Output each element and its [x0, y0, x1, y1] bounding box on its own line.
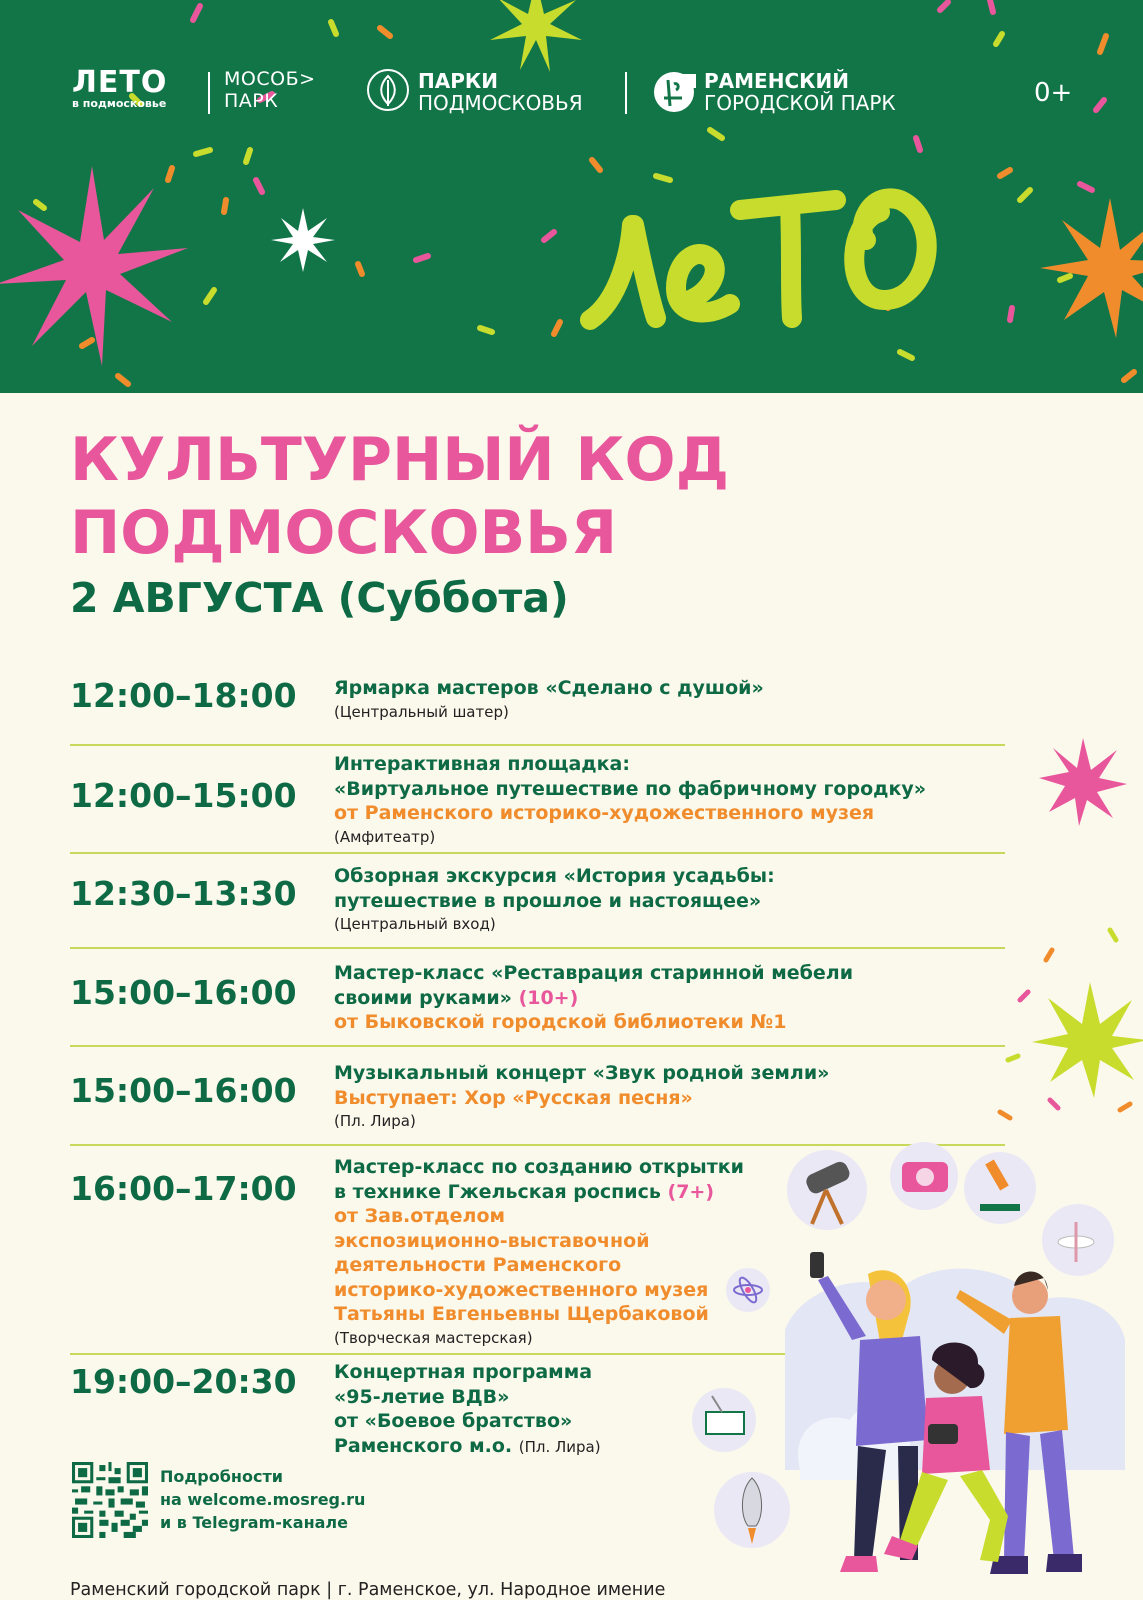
- pink-star-decoration: [1039, 738, 1127, 826]
- event-time: 12:30–13:30: [70, 874, 297, 913]
- event-time: 16:00–17:00: [70, 1169, 297, 1208]
- header-banner: [0, 0, 1143, 393]
- event-title: КУЛЬТУРНЫЙ КОД ПОДМОСКОВЬЯ: [70, 425, 730, 568]
- logo-separator: [625, 72, 627, 114]
- qr-code[interactable]: [72, 1462, 148, 1538]
- more-info-text: Подробности на welcome.mosreg.ru и в Telegram-канале: [160, 1467, 366, 1532]
- confetti-decoration: [0, 0, 1143, 393]
- logo-separator: [208, 72, 210, 114]
- event-description: Концертная программа «95-летие ВДВ» от «Боевое братство» Раменского м.о. (Пл. Лира): [334, 1361, 601, 1457]
- event-time: 12:00–18:00: [70, 676, 297, 715]
- leaf-emblem-icon: [366, 68, 410, 112]
- event-time: 15:00–16:00: [70, 973, 297, 1012]
- park-emblem-icon: [652, 68, 700, 114]
- event-description: Мастер-класс «Реставрация старинной мебели своими руками» (10+) от Быковской городской библиотеки №1: [334, 962, 854, 1033]
- row-divider: [70, 947, 1005, 949]
- event-description: Интерактивная площадка: «Виртуальное путешествие по фабричному городку» от Раменского историко-художественного музея (Амфитеатр): [334, 753, 927, 846]
- event-time: 19:00–20:30: [70, 1362, 297, 1401]
- mosobpark-logo: МОСОБ> ПАРК: [224, 68, 316, 112]
- row-divider: [70, 1045, 1005, 1047]
- age-rating: 0+: [1034, 78, 1073, 108]
- event-date: 2 АВГУСТА (Суббота): [70, 574, 569, 622]
- ramenskiy-park-logo: РАМЕНСКИЙ ГОРОДСКОЙ ПАРК: [652, 64, 952, 120]
- ballerina-icon: [1042, 1204, 1114, 1276]
- row-divider: [70, 1353, 1005, 1355]
- event-time: 15:00–16:00: [70, 1071, 297, 1110]
- event-description: Ярмарка мастеров «Сделано с душой» (Центральный шатер): [334, 677, 764, 721]
- age-limit: (7+): [667, 1180, 715, 1203]
- rocket-icon: [714, 1472, 790, 1548]
- parki-podmoskovya-logo: ПАРКИ ПОДМОСКОВЬЯ: [366, 64, 616, 120]
- row-divider: [70, 744, 1005, 746]
- event-time: 12:00–15:00: [70, 776, 297, 815]
- leto-v-podmoskovye-logo: ЛЕТО в подмосковье: [72, 65, 168, 110]
- event-description: Обзорная экскурсия «История усадьбы: путешествие в прошлое и настоящее» (Центральный вход): [334, 865, 775, 933]
- lime-star-decoration: [1032, 982, 1143, 1098]
- row-divider: [70, 1144, 1005, 1146]
- footer-address: Раменский городской парк | г. Раменское, ул. Народное имение: [70, 1580, 666, 1600]
- leto-lettering: [590, 198, 927, 320]
- age-limit: (10+): [518, 986, 579, 1009]
- event-description: Мастер-класс по созданию открытки в технике Гжельская роспись (7+) от Зав.отделом экспозиционно-выставочной деятельности Раменского историко-художественного музея Татьяны Евгеньевны Щербаковой (Творческая мастерская): [334, 1156, 744, 1347]
- event-description: Музыкальный концерт «Звук родной земли» Выступает: Хор «Русская песня» (Пл. Лира): [334, 1062, 830, 1130]
- row-divider: [70, 852, 1005, 854]
